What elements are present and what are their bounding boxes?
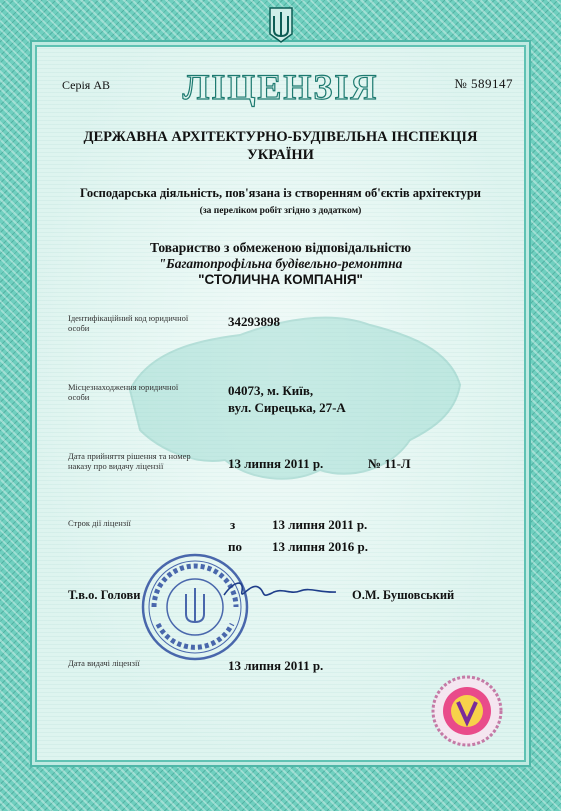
company-name: Товариство з обмеженою відповідальністю "Багатопрофільна будівельно-ремонтна "СТОЛИЧНА КОМПАНІЯ" bbox=[149, 240, 412, 287]
issue-date-value: 13 липня 2011 р. bbox=[228, 658, 324, 673]
license-number: № 589147 bbox=[454, 76, 513, 91]
issuer-name: ДЕРЖАВНА АРХІТЕКТУРНО-БУДІВЕЛЬНА ІНСПЕКЦІЯ УКРАЇНИ bbox=[83, 129, 478, 163]
term-label: Строк дії ліцензії bbox=[68, 518, 131, 528]
activity-note: (за переліком робіт згідно з додатком) bbox=[199, 206, 362, 216]
decision-number: № 11-Л bbox=[368, 456, 411, 471]
term-to-date: 13 липня 2016 р. bbox=[272, 539, 369, 554]
hologram-seal-icon bbox=[430, 674, 504, 748]
decision-date: 13 липня 2011 р. bbox=[228, 456, 324, 471]
term-from-date: 13 липня 2011 р. bbox=[272, 517, 368, 532]
signatory-position: Т.в.о. Голови bbox=[68, 588, 141, 602]
document-title: ЛІЦЕНЗІЯ bbox=[182, 67, 379, 107]
issue-date-label: Дата видачі ліцензії bbox=[68, 658, 140, 668]
signatory-name: О.М. Бушовський bbox=[352, 588, 455, 602]
term-from-prefix: з bbox=[230, 517, 236, 532]
location-value: 04073, м. Київ, вул. Сирецька, 27-А bbox=[228, 383, 346, 415]
id-code-value: 34293898 bbox=[228, 314, 280, 329]
trident-emblem-icon bbox=[268, 6, 294, 44]
handwritten-signature bbox=[220, 575, 340, 605]
id-code-label: Ідентифікаційний код юридичної особи bbox=[68, 313, 189, 333]
term-to-prefix: по bbox=[228, 539, 242, 554]
official-stamp-seal bbox=[140, 552, 250, 662]
series-label: Серія АВ bbox=[62, 78, 110, 92]
decision-label: Дата прийняття рішення та номер наказу про видачу ліцензії bbox=[68, 451, 191, 471]
activity-type: Господарська діяльність, пов'язана із створенням об'єктів архітектури bbox=[80, 186, 481, 200]
location-label: Місцезнаходження юридичної особи bbox=[68, 382, 179, 402]
